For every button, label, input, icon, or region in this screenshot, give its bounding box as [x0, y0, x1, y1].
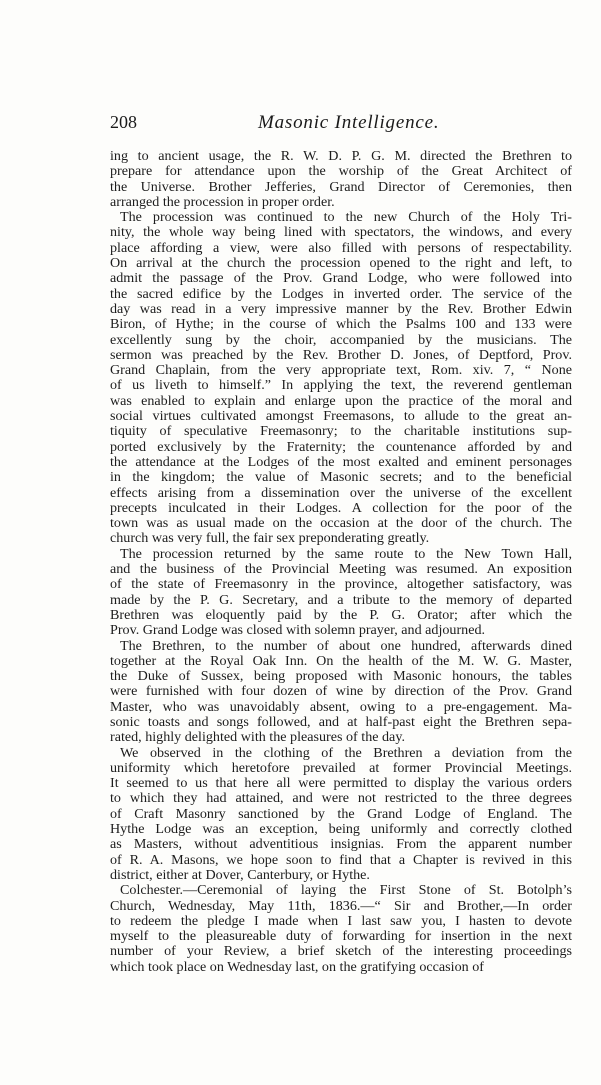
text-line: the sacred edifice by the Lodges in inverted order. The service of the — [110, 286, 572, 302]
text-line: Prov. Grand Lodge was closed with solemn prayer, and adjourned. — [110, 623, 486, 639]
text-line: place affording a view, were also filled with persons of respectability. — [110, 240, 572, 256]
text-line: On arrival at the church the procession opened to the right and left, to — [110, 256, 572, 272]
text-line: The procession was continued to the new Church of the Holy Tri- — [120, 210, 572, 226]
text-line: admit the passage of the Prov. Grand Lodge, who were followed into — [110, 271, 572, 287]
text-line: Church, Wednesday, May 11th, 1836.—“ Sir and Brother,—In order — [110, 898, 572, 914]
text-line: Colchester.—Ceremonial of laying the First Stone of St. Botolph’s — [120, 883, 572, 899]
text-line: the Duke of Sussex, being proposed with Masonic honours, the tables — [110, 669, 572, 685]
text-line: made by the P. G. Secretary, and a tribute to the memory of departed — [110, 592, 572, 608]
text-line: ing to ancient usage, the R. W. D. P. G. M. directed the Brethren to — [110, 149, 572, 164]
text-line: which took place on Wednesday last, on the gratifying occasion of — [110, 959, 484, 975]
text-line: sonic toasts and songs followed, and at half-past eight the Brethren sepa- — [110, 714, 572, 730]
text-line: the attendance at the Lodges of the most exalted and eminent personages — [110, 454, 572, 470]
text-line: were furnished with four dozen of wine by direction of the Prov. Grand — [110, 684, 572, 700]
text-line: arranged the procession in proper order. — [110, 194, 335, 210]
text-line: was enabled to explain and enlarge upon the practice of the moral and — [110, 393, 572, 409]
text-line: to which they had attained, and were not restricted to the three degrees — [110, 791, 572, 807]
text-line: tiquity of speculative Freemasonry; to the charitable institutions sup- — [110, 424, 572, 440]
text-line: Grand Chaplain, from the very appropriate text, Rom. xiv. 7, “ None — [110, 363, 572, 379]
paragraph — [110, 547, 572, 639]
text-line: of Craft Masonry sanctioned by the Grand Lodge of England. The — [110, 806, 572, 822]
page-number: 208 — [110, 112, 137, 132]
paragraph — [110, 210, 572, 547]
text-line: The Brethren, to the number of about one hundred, afterwards dined — [120, 638, 572, 654]
running-title: Masonic Intelligence. — [258, 112, 440, 133]
text-line: excellently sung by the choir, accompanied by the musicians. The — [110, 332, 572, 348]
text-line: and the business of the Provincial Meeting was resumed. An exposition — [110, 562, 572, 578]
paragraph — [110, 746, 572, 884]
text-line: day was read in a very impressive manner by the Rev. Brother Edwin — [110, 301, 572, 317]
text-line: as Masters, without adventitious insignias. From the apparent number — [110, 837, 572, 853]
text-line: the Universe. Brother Jefferies, Grand Director of Ceremonies, then — [110, 179, 572, 195]
text-line: of the state of Freemasonry in the province, altogether satisfactory, was — [110, 577, 572, 593]
text-line: prepare for attendance upon the worship of the Great Architect of — [110, 164, 572, 180]
paragraph — [110, 883, 572, 975]
text-line: social virtues cultivated amongst Freemasons, to allude to the great an- — [110, 409, 572, 425]
text-line: myself to the pleasureable duty of forwarding for insertion in the next — [110, 929, 572, 945]
text-line: It seemed to us that here all were permitted to display the various orders — [110, 776, 572, 792]
text-line: rated, highly delighted with the pleasures of the day. — [110, 730, 405, 746]
text-line: town was as usual made on the occasion at the door of the church. The — [110, 516, 572, 532]
text-line: in the kingdom; the value of Masonic secrets; and to the beneficial — [110, 470, 572, 486]
text-line: number of your Review, a brief sketch of the interesting proceedings — [110, 944, 572, 960]
text-line: sermon was preached by the Rev. Brother D. Jones, of Deptford, Prov. — [110, 347, 572, 363]
body-text — [110, 149, 572, 975]
text-line: Master, who was unavoidably absent, owing to a pre-engagement. Ma- — [110, 699, 572, 715]
text-line: church was very full, the fair sex preponderating greatly. — [110, 531, 430, 547]
text-line: We observed in the clothing of the Brethren a deviation from the — [120, 745, 572, 761]
text-line: together at the Royal Oak Inn. On the health of the M. W. G. Master, — [110, 653, 572, 669]
text-line: Biron, of Hythe; in the course of which the Psalms 100 and 133 were — [110, 317, 572, 333]
text-line: to redeem the pledge I made when I last saw you, I hasten to devote — [110, 913, 572, 929]
page-header — [110, 112, 572, 134]
text-line: of R. A. Masons, we hope soon to find that a Chapter is revived in this — [110, 852, 572, 868]
text-line: Brethren was eloquently paid by the P. G. Orator; after which the — [110, 607, 572, 623]
text-line: nity, the whole way being lined with spectators, the windows, and every — [110, 225, 572, 241]
text-line: precepts inculcated in their Lodges. A collection for the poor of the — [110, 500, 572, 516]
text-line: of us liveth to himself.” In applying the text, the reverend gentleman — [110, 378, 572, 394]
text-line: effects arising from a dissemination over the universe of the excellent — [110, 485, 572, 501]
text-line: ported exclusively by the Fraternity; the countenance afforded by and — [110, 439, 572, 455]
text-line: uniformity which heretofore prevailed at former Provincial Meetings. — [110, 760, 572, 776]
paragraph — [110, 149, 572, 210]
text-line: Hythe Lodge was an exception, being uniformly and correctly clothed — [110, 822, 572, 838]
text-line: The procession returned by the same route to the New Town Hall, — [120, 546, 572, 562]
paragraph — [110, 639, 572, 746]
text-line: district, either at Dover, Canterbury, or Hythe. — [110, 867, 370, 883]
